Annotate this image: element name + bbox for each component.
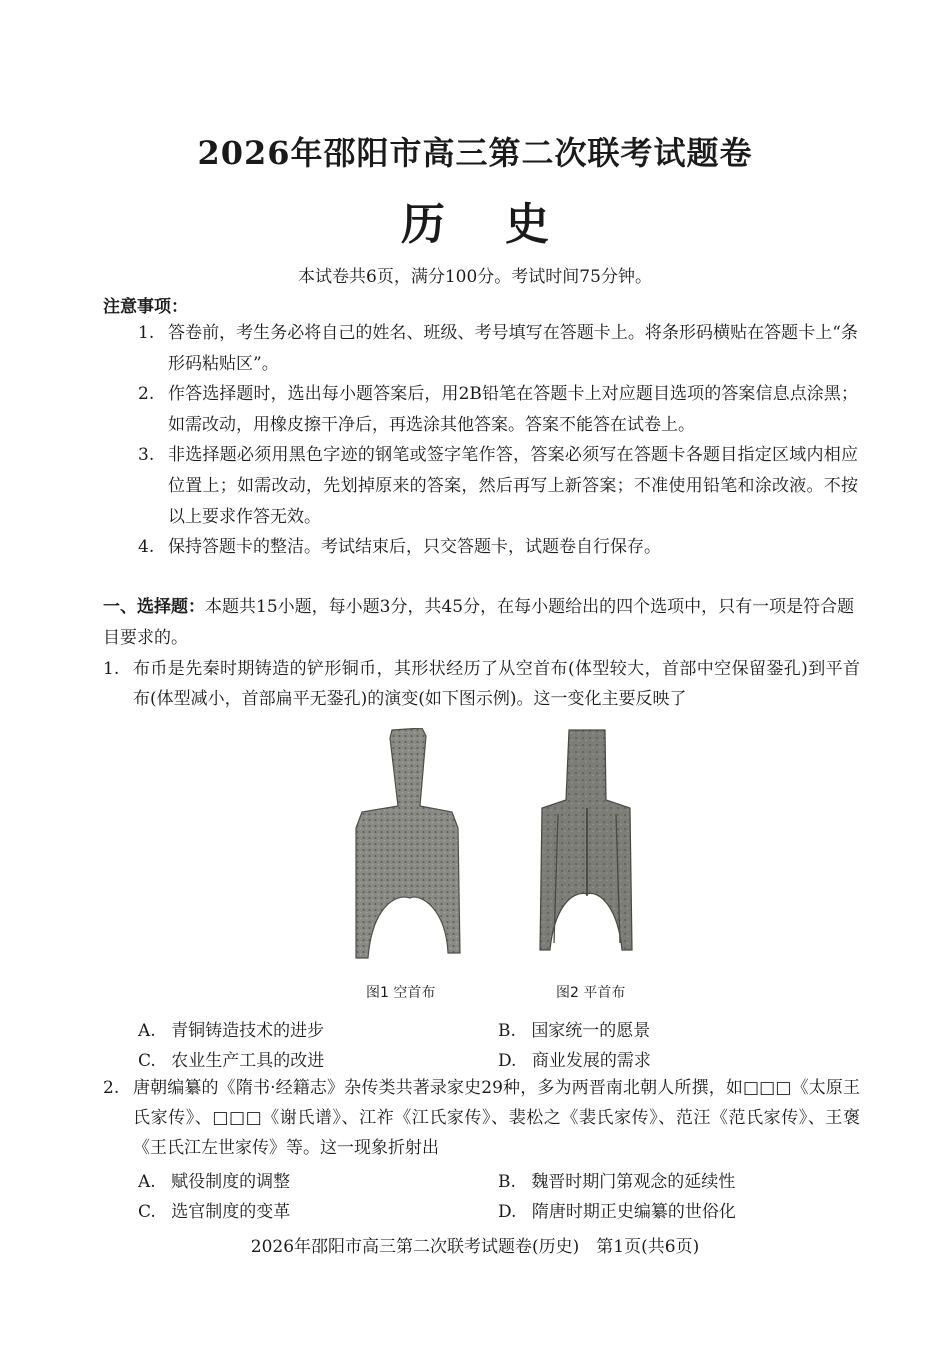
option-d[interactable] bbox=[498, 1197, 736, 1222]
option-b[interactable] bbox=[498, 1167, 735, 1192]
page-footer: 2026年邵阳市高三第二次联考试题卷(历史) 第1页(共6页) bbox=[250, 1237, 700, 1257]
question-number: 1. bbox=[103, 659, 120, 679]
option-a[interactable] bbox=[138, 1016, 324, 1041]
section-choice bbox=[103, 592, 860, 654]
hollow-head-spade-coin-icon bbox=[350, 728, 470, 963]
note-item bbox=[138, 440, 858, 533]
option-c[interactable] bbox=[138, 1197, 290, 1222]
section-description: 本题共15小题，每小题3分，共45分，在每小题给出的四个选项中，只有一项是符合题目要求的。 bbox=[103, 597, 855, 648]
option-text: 赋役制度的调整 bbox=[171, 1172, 291, 1192]
option-label: D. bbox=[498, 1051, 517, 1071]
note-text: 非选择题必须用黑色字迹的钢笔或签字笔作答，答案必须写在答题卡各题目指定区域内相应位置上；如需改动，先划掉原来的答案，然后再写上新答案；不准使用铅笔和涂改液。不按以上要求作答无效。 bbox=[168, 445, 858, 527]
question-1 bbox=[103, 654, 860, 714]
exam-title: 2026年邵阳市高三第二次联考试题卷 bbox=[197, 134, 753, 172]
option-text: 魏晋时期门第观念的延续性 bbox=[531, 1172, 736, 1192]
option-text: 选官制度的变革 bbox=[171, 1202, 291, 1222]
flat-head-spade-coin-icon bbox=[532, 728, 642, 956]
question-number: 2. bbox=[103, 1078, 120, 1098]
note-item bbox=[138, 532, 858, 563]
option-b[interactable] bbox=[498, 1016, 650, 1041]
figure-1-caption: 图1 空首布 bbox=[366, 985, 436, 1001]
option-label: C. bbox=[138, 1202, 156, 1222]
option-label: D. bbox=[498, 1202, 517, 1222]
note-number: 3. bbox=[138, 445, 155, 465]
subject-title: 历史 bbox=[401, 199, 609, 250]
note-item bbox=[138, 379, 858, 441]
option-a[interactable] bbox=[138, 1167, 290, 1192]
note-number: 4. bbox=[138, 537, 155, 557]
figure-2-caption: 图2 平首布 bbox=[556, 985, 626, 1001]
option-text: 青铜铸造技术的进步 bbox=[171, 1021, 325, 1041]
option-label: C. bbox=[138, 1051, 156, 1071]
question-stem: 唐朝编纂的《隋书·经籍志》杂传类共著录家史29种，多为两晋南北朝人所撰，如□□□《太原王氏家传》、□□□《谢氏谱》、江祚《江氏家传》、裴松之《裴氏家传》、范汪《范氏家传》、王褒《王氏江左世家传》等。这一现象折射出 bbox=[133, 1078, 860, 1158]
note-number: 2. bbox=[138, 384, 155, 404]
option-text: 隋唐时期正史编纂的世俗化 bbox=[531, 1202, 736, 1222]
note-text: 答卷前，考生务必将自己的姓名、班级、考号填写在答题卡上。将条形码横贴在答题卡上“条形码粘贴区”。 bbox=[168, 323, 858, 374]
option-text: 国家统一的愿景 bbox=[531, 1021, 651, 1041]
notes-title: 注意事项： bbox=[103, 297, 188, 317]
section-heading: 一、选择题： bbox=[103, 597, 205, 617]
option-label: B. bbox=[498, 1021, 516, 1041]
option-text: 商业发展的需求 bbox=[531, 1051, 651, 1071]
question-stem: 布币是先秦时期铸造的铲形铜币，其形状经历了从空首布(体型较大，首部中空保留銎孔)到平首布(体型减小，首部扁平无銎孔)的演变(如下图示例)。这一变化主要反映了 bbox=[133, 659, 860, 709]
option-label: A. bbox=[138, 1021, 156, 1041]
note-item bbox=[138, 318, 858, 380]
note-text: 保持答题卡的整洁。考试结束后，只交答题卡，试题卷自行保存。 bbox=[168, 537, 661, 557]
option-text: 农业生产工具的改进 bbox=[171, 1051, 325, 1071]
question-2 bbox=[103, 1073, 860, 1163]
option-d[interactable] bbox=[498, 1046, 651, 1071]
option-label: A. bbox=[138, 1172, 156, 1192]
option-label: B. bbox=[498, 1172, 516, 1192]
exam-info: 本试卷共6页，满分100分。考试时间75分钟。 bbox=[298, 267, 652, 287]
note-text: 作答选择题时，选出每小题答案后，用2B铅笔在答题卡上对应题目选项的答案信息点涂黑；如需改动，用橡皮擦干净后，再选涂其他答案。答案不能答在试卷上。 bbox=[168, 384, 858, 435]
option-c[interactable] bbox=[138, 1046, 324, 1071]
note-number: 1. bbox=[138, 323, 155, 343]
